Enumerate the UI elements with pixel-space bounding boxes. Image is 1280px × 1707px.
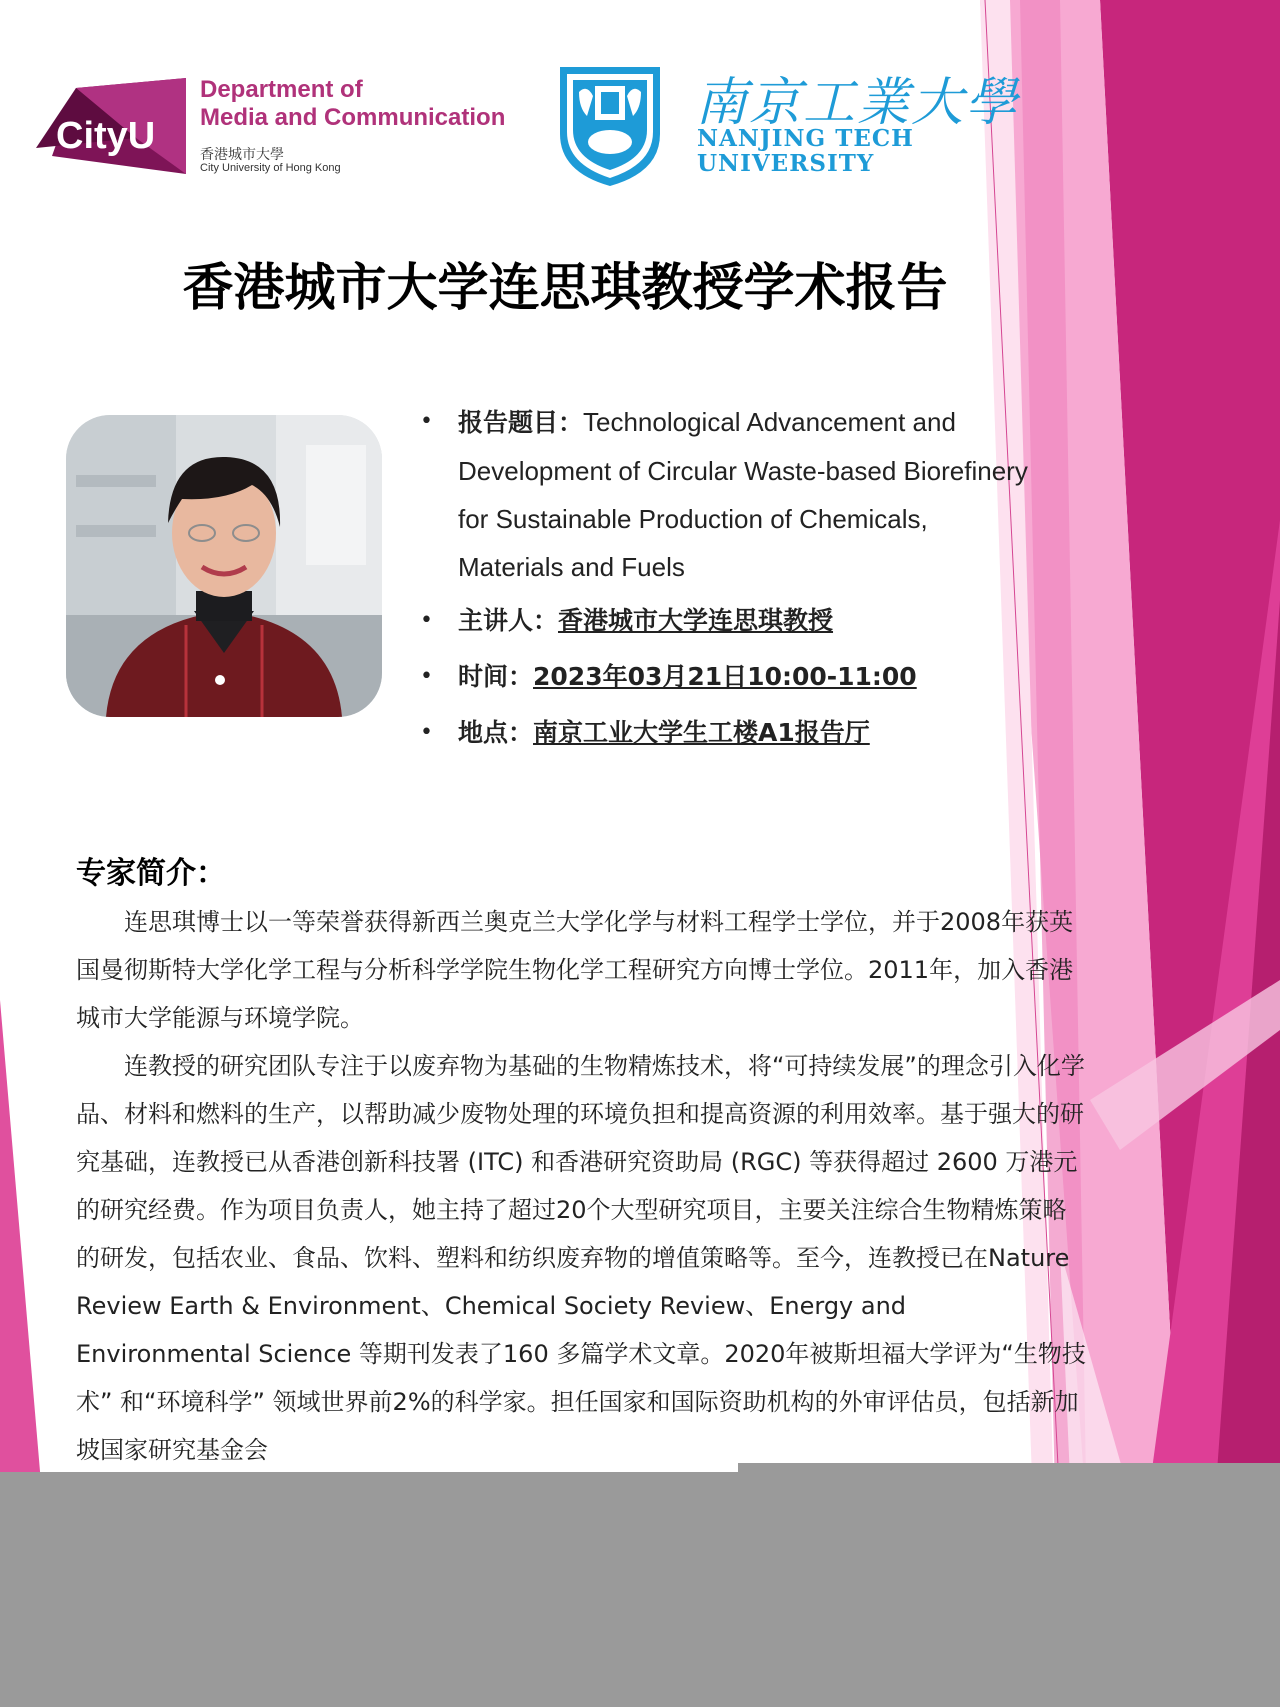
lecture-details [420,398,1080,757]
place-label: 地点： [458,718,534,747]
page-title: 香港城市大学连思琪教授学术报告 [182,259,948,318]
bio-paragraph-2: 连教授的研究团队专注于以废弃物为基础的生物精炼技术，将“可持续发展”的理念引入化学品、材料和燃料的生产，以帮助减少废物处理的环境负担和提高资源的利用效率。基于强大的研究基础，连教授已从香港创新科技署 (ITC) 和香港研究资助局 (RGC) 等获得超过 2600 万港元的研究经费。作为项目负责人，她主持了超过20个大型研究项目，主要关注综合生物精炼策略的研发，包括农业、食品、饮料、塑料和纺织废弃物的增值策略等。至今，连教授已在Nature Review Earth & Environment、Chemical Society Review、Energy and Environmental Science 等期刊发表了160 多篇学术文章。2020年被斯坦福大学评为“生物技术” 和“环境科学” 领域世界前2%的科学家。担任国家和国际资助机构的外审评估员，包括新加坡国家研究基金会 [76,1052,1086,1464]
speaker-photo-image [66,415,382,717]
detail-place [420,709,1080,757]
cityu-chinese-name: 香港城市大學 [200,147,284,163]
cityu-logo [36,76,506,176]
cityu-mark-icon [36,78,192,176]
cityu-english-name: City University of Hong Kong [200,162,341,174]
bio-heading: 专家简介： [76,856,226,891]
detail-time [420,653,1080,701]
topic-line-1: Technological Advancement and [583,407,956,437]
place-value: 南京工业大学生工楼A1报告厅 [533,718,870,747]
njtech-en-line1: NANJING TECH [697,125,914,152]
detail-topic [420,398,1080,591]
topic-line-3: for Sustainable Production of Chemicals, [458,504,928,534]
speaker-photo [66,415,382,717]
time-value: 2023年03月21日10:00-11:00 [533,662,917,691]
cityu-dept-line2: Media and Communication [200,104,506,131]
bio-paragraph-1: 连思琪博士以一等荣誉获得新西兰奥克兰大学化学与材料工程学士学位，并于2008年获英国曼彻斯特大学化学工程与分析科学学院生物化学工程研究方向博士学位。2011年，加入香港城市大学能源与环境学院。 [76,908,1074,1032]
njtech-english-name [697,126,914,176]
cityu-dept-line1: Department of [200,76,363,103]
topic-label: 报告题目： [458,408,584,437]
speaker-value: 香港城市大学连思琪教授 [558,606,834,635]
occlusion-band [0,1472,1280,1707]
topic-line-2: Development of Circular Waste-based Biorefinery [458,456,1028,486]
speaker-label: 主讲人： [458,606,559,635]
njtech-chinese-name: 南京工業大學 [695,73,1020,133]
speaker-bio [76,848,1086,1474]
time-label: 时间： [458,662,534,691]
topic-line-4: Materials and Fuels [458,552,685,582]
njtech-emblem-icon [557,64,663,188]
cityu-department [200,76,505,132]
detail-speaker [420,597,1080,645]
njtech-en-line2: UNIVERSITY [697,150,875,177]
njtech-logo [557,60,1020,190]
cityu-wordmark: CityU [56,115,156,157]
